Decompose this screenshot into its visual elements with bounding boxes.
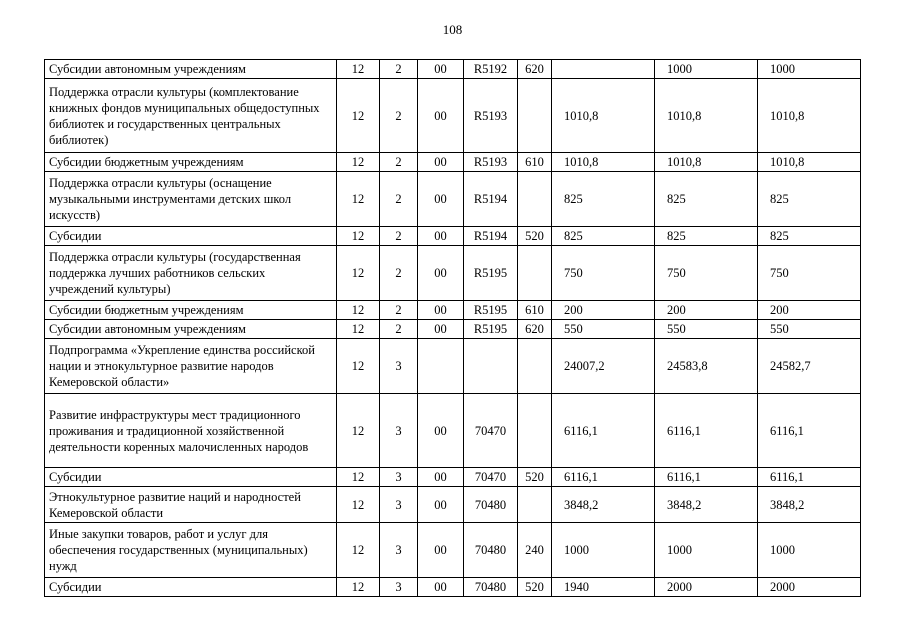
row-name-cell: Этнокультурное развитие наций и народностей Кемеровской области	[45, 487, 337, 523]
year1-amount-cell: 1010,8	[552, 79, 655, 153]
section-cell: 12	[337, 227, 380, 246]
table-row	[45, 523, 861, 578]
year3-amount-cell: 1000	[758, 523, 861, 578]
expense-code-cell	[464, 339, 518, 394]
expense-type-cell	[518, 487, 552, 523]
table-row	[45, 339, 861, 394]
year2-amount-cell: 3848,2	[655, 487, 758, 523]
year2-amount-cell: 825	[655, 172, 758, 227]
year3-amount-cell: 750	[758, 246, 861, 301]
subsection-cell: 2	[380, 79, 418, 153]
subsection-cell: 2	[380, 153, 418, 172]
expense-code-cell: 70470	[464, 468, 518, 487]
row-name-cell: Субсидии автономным учреждениям	[45, 60, 337, 79]
expense-code-cell: 70470	[464, 394, 518, 468]
program-cell: 00	[418, 79, 464, 153]
section-cell: 12	[337, 60, 380, 79]
expense-type-cell	[518, 339, 552, 394]
table-row	[45, 227, 861, 246]
year1-amount-cell: 750	[552, 246, 655, 301]
expense-type-cell: 240	[518, 523, 552, 578]
expense-type-cell: 520	[518, 578, 552, 597]
expense-code-cell: R5193	[464, 79, 518, 153]
program-cell: 00	[418, 172, 464, 227]
section-cell: 12	[337, 339, 380, 394]
year2-amount-cell: 750	[655, 246, 758, 301]
expense-type-cell	[518, 394, 552, 468]
expense-type-cell	[518, 246, 552, 301]
year3-amount-cell: 825	[758, 172, 861, 227]
subsection-cell: 2	[380, 60, 418, 79]
expense-type-cell: 620	[518, 320, 552, 339]
subsection-cell: 2	[380, 172, 418, 227]
section-cell: 12	[337, 468, 380, 487]
expense-code-cell: R5194	[464, 172, 518, 227]
table-row	[45, 320, 861, 339]
expense-type-cell: 620	[518, 60, 552, 79]
year3-amount-cell: 1010,8	[758, 79, 861, 153]
subsection-cell: 2	[380, 301, 418, 320]
section-cell: 12	[337, 394, 380, 468]
year3-amount-cell: 2000	[758, 578, 861, 597]
row-name-cell: Субсидии	[45, 227, 337, 246]
subsection-cell: 2	[380, 227, 418, 246]
program-cell: 00	[418, 227, 464, 246]
year2-amount-cell: 1000	[655, 523, 758, 578]
year2-amount-cell: 6116,1	[655, 394, 758, 468]
row-name-cell: Субсидии	[45, 578, 337, 597]
table-row	[45, 246, 861, 301]
table-row	[45, 153, 861, 172]
table-row	[45, 487, 861, 523]
subsection-cell: 3	[380, 468, 418, 487]
program-cell: 00	[418, 468, 464, 487]
expense-code-cell: R5195	[464, 320, 518, 339]
row-name-cell: Субсидии	[45, 468, 337, 487]
expense-type-cell: 520	[518, 227, 552, 246]
row-name-cell: Поддержка отрасли культуры (государственная поддержка лучших работников сельских учреждений культуры)	[45, 246, 337, 301]
expense-type-cell: 520	[518, 468, 552, 487]
program-cell: 00	[418, 320, 464, 339]
subsection-cell: 3	[380, 339, 418, 394]
table-row	[45, 79, 861, 153]
year1-amount-cell: 1000	[552, 523, 655, 578]
year3-amount-cell: 6116,1	[758, 394, 861, 468]
expense-code-cell: 70480	[464, 523, 518, 578]
program-cell: 00	[418, 246, 464, 301]
year2-amount-cell: 825	[655, 227, 758, 246]
section-cell: 12	[337, 523, 380, 578]
year2-amount-cell: 550	[655, 320, 758, 339]
program-cell: 00	[418, 578, 464, 597]
year1-amount-cell	[552, 60, 655, 79]
expense-code-cell: R5193	[464, 153, 518, 172]
row-name-cell: Иные закупки товаров, работ и услуг для обеспечения государственных (муниципальных) нужд	[45, 523, 337, 578]
expense-type-cell: 610	[518, 153, 552, 172]
subsection-cell: 3	[380, 487, 418, 523]
year3-amount-cell: 200	[758, 301, 861, 320]
year2-amount-cell: 1010,8	[655, 79, 758, 153]
section-cell: 12	[337, 153, 380, 172]
expense-code-cell: 70480	[464, 487, 518, 523]
program-cell: 00	[418, 487, 464, 523]
subsection-cell: 2	[380, 320, 418, 339]
year2-amount-cell: 200	[655, 301, 758, 320]
program-cell: 00	[418, 60, 464, 79]
year1-amount-cell: 1010,8	[552, 153, 655, 172]
section-cell: 12	[337, 246, 380, 301]
year1-amount-cell: 3848,2	[552, 487, 655, 523]
year3-amount-cell: 24582,7	[758, 339, 861, 394]
row-name-cell: Субсидии бюджетным учреждениям	[45, 301, 337, 320]
year2-amount-cell: 1010,8	[655, 153, 758, 172]
program-cell: 00	[418, 394, 464, 468]
section-cell: 12	[337, 172, 380, 227]
expense-type-cell: 610	[518, 301, 552, 320]
program-cell: 00	[418, 153, 464, 172]
year3-amount-cell: 1000	[758, 60, 861, 79]
section-cell: 12	[337, 320, 380, 339]
year2-amount-cell: 1000	[655, 60, 758, 79]
year2-amount-cell: 6116,1	[655, 468, 758, 487]
year1-amount-cell: 200	[552, 301, 655, 320]
row-name-cell: Подпрограмма «Укрепление единства российской нации и этнокультурное развитие народов Кемеровской области»	[45, 339, 337, 394]
year1-amount-cell: 825	[552, 172, 655, 227]
section-cell: 12	[337, 487, 380, 523]
expense-code-cell: R5195	[464, 246, 518, 301]
year1-amount-cell: 1940	[552, 578, 655, 597]
table-row	[45, 172, 861, 227]
year3-amount-cell: 3848,2	[758, 487, 861, 523]
row-name-cell: Субсидии автономным учреждениям	[45, 320, 337, 339]
expense-code-cell: 70480	[464, 578, 518, 597]
year2-amount-cell: 24583,8	[655, 339, 758, 394]
row-name-cell: Поддержка отрасли культуры (комплектование книжных фондов муниципальных общедоступных библиотек и государственных центральных библиотек)	[45, 79, 337, 153]
table-row	[45, 394, 861, 468]
table-row	[45, 578, 861, 597]
row-name-cell: Поддержка отрасли культуры (оснащение музыкальными инструментами детских школ искусств)	[45, 172, 337, 227]
table-row	[45, 301, 861, 320]
table-row	[45, 468, 861, 487]
expense-code-cell: R5195	[464, 301, 518, 320]
year1-amount-cell: 825	[552, 227, 655, 246]
subsection-cell: 3	[380, 578, 418, 597]
year1-amount-cell: 6116,1	[552, 468, 655, 487]
table-row	[45, 60, 861, 79]
program-cell: 00	[418, 301, 464, 320]
year3-amount-cell: 1010,8	[758, 153, 861, 172]
subsection-cell: 3	[380, 523, 418, 578]
year1-amount-cell: 550	[552, 320, 655, 339]
year3-amount-cell: 550	[758, 320, 861, 339]
row-name-cell: Развитие инфраструктуры мест традиционного проживания и традиционной хозяйственной деятельности коренных малочисленных народов	[45, 394, 337, 468]
budget-table	[44, 59, 861, 597]
expense-code-cell: R5192	[464, 60, 518, 79]
expense-type-cell	[518, 79, 552, 153]
year3-amount-cell: 6116,1	[758, 468, 861, 487]
subsection-cell: 2	[380, 246, 418, 301]
row-name-cell: Субсидии бюджетным учреждениям	[45, 153, 337, 172]
year1-amount-cell: 6116,1	[552, 394, 655, 468]
section-cell: 12	[337, 79, 380, 153]
section-cell: 12	[337, 578, 380, 597]
page-number: 108	[442, 22, 463, 37]
program-cell	[418, 339, 464, 394]
expense-code-cell: R5194	[464, 227, 518, 246]
year1-amount-cell: 24007,2	[552, 339, 655, 394]
program-cell: 00	[418, 523, 464, 578]
year2-amount-cell: 2000	[655, 578, 758, 597]
subsection-cell: 3	[380, 394, 418, 468]
year3-amount-cell: 825	[758, 227, 861, 246]
expense-type-cell	[518, 172, 552, 227]
section-cell: 12	[337, 301, 380, 320]
